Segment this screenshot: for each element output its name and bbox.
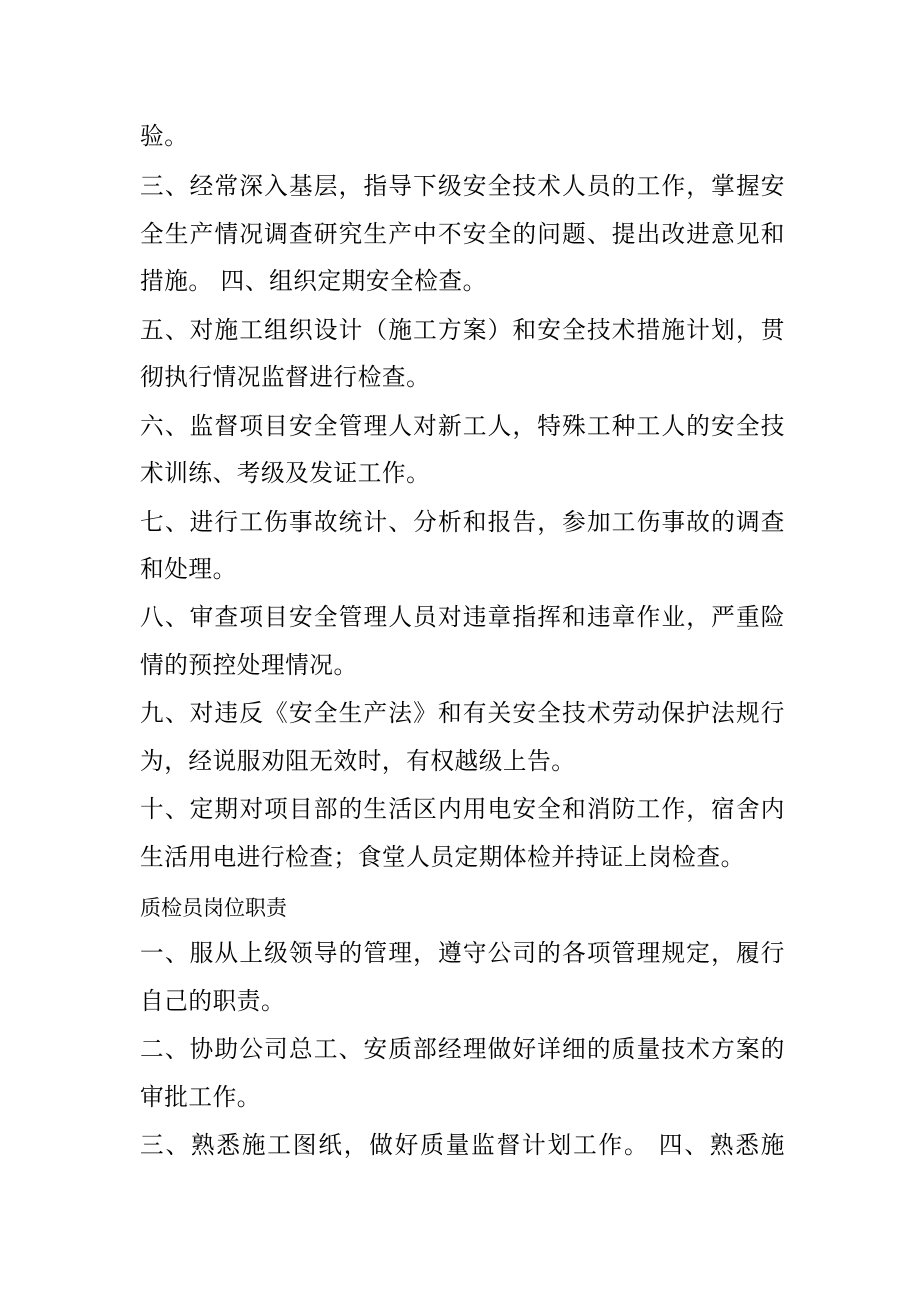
text-line-3: 全生产情况调查研究生产中不安全的问题、提出改进意见和 bbox=[140, 220, 785, 248]
text-line-22: 三、熟悉施工图纸，做好质量监督计划工作。 四、熟悉施 bbox=[140, 1131, 785, 1159]
text-line-11: 八、审查项目安全管理人员对违章指挥和违章作业，严重险 bbox=[140, 603, 785, 631]
section-heading: 质检员岗位职责 bbox=[140, 896, 287, 920]
text-line-2: 三、经常深入基层，指导下级安全技术人员的工作，掌握安 bbox=[140, 172, 785, 200]
text-line-15: 十、定期对项目部的生活区内用电安全和消防工作，宿舍内 bbox=[140, 795, 785, 823]
text-line-19: 自己的职责。 bbox=[140, 987, 286, 1015]
text-line-10: 和处理。 bbox=[140, 555, 237, 583]
text-line-5: 五、对施工组织设计（施工方案）和安全技术措施计划，贯 bbox=[140, 316, 785, 344]
text-line-9: 七、进行工伤事故统计、分析和报告，参加工伤事故的调查 bbox=[140, 508, 785, 536]
text-line-21: 审批工作。 bbox=[140, 1083, 261, 1111]
text-line-16: 生活用电进行检查；食堂人员定期体检并持证上岗检查。 bbox=[140, 843, 745, 871]
text-line-13: 九、对违反《安全生产法》和有关安全技术劳动保护法规行 bbox=[140, 699, 785, 727]
text-line-7: 六、监督项目安全管理人对新工人，特殊工种工人的安全技 bbox=[140, 412, 785, 440]
text-line-6: 彻执行情况监督进行检查。 bbox=[140, 363, 431, 391]
text-line-8: 术训练、考级及发证工作。 bbox=[140, 459, 431, 487]
text-line-14: 为，经说服劝阻无效时，有权越级上告。 bbox=[140, 747, 576, 775]
text-line-1: 验。 bbox=[140, 122, 189, 150]
text-line-4: 措施。 四、组织定期安全检查。 bbox=[140, 267, 487, 295]
text-line-20: 二、协助公司总工、安质部经理做好详细的质量技术方案的 bbox=[140, 1035, 785, 1063]
text-line-18: 一、服从上级领导的管理，遵守公司的各项管理规定，履行 bbox=[140, 939, 785, 967]
text-line-12: 情的预控处理情况。 bbox=[140, 651, 358, 679]
